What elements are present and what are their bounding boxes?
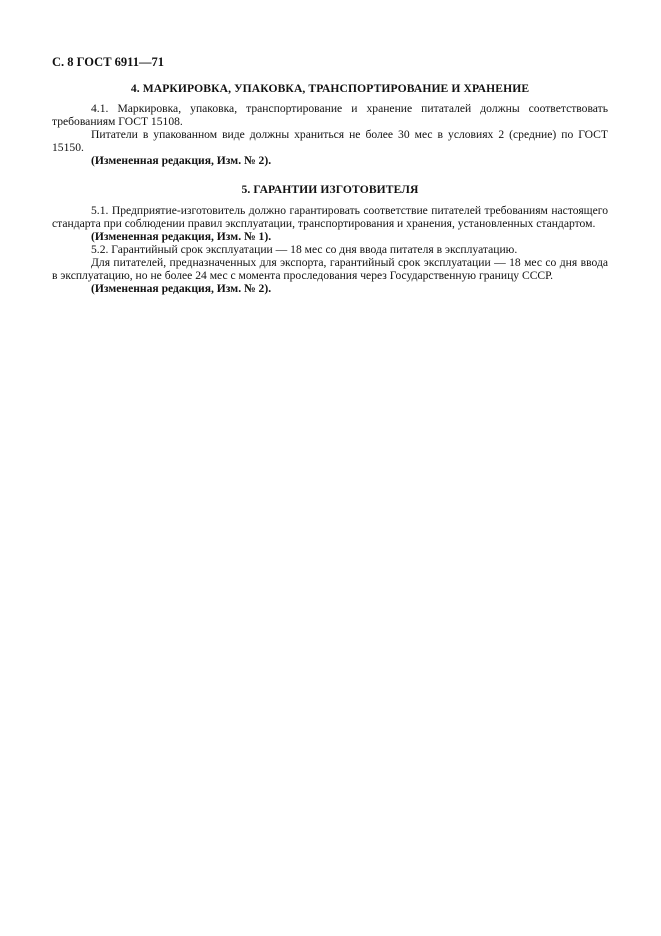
page-header: С. 8 ГОСТ 6911—71 [52, 55, 164, 69]
paragraph-5-export: Для питателей, предназначенных для экспорта, гарантийный срок эксплуатации — 18 мес со дня ввода в эксплуатацию, но не более 24 мес с момента проследования через Государственную границу СССР. [52, 256, 608, 282]
paragraph-5-2: 5.2. Гарантийный срок эксплуатации — 18 мес со дня ввода питателя в эксплуатацию. [91, 243, 518, 256]
amendment-note: (Измененная редакция, Изм. № 2). [91, 154, 272, 167]
paragraph-5-1: 5.1. Предприятие-изготовитель должно гарантировать соответствие питателей требованиям настоящего стандарта при соблюдении правил эксплуатации, транспортирования и хранения, установленных стандартом. [52, 204, 608, 230]
amendment-note: (Измененная редакция, Изм. № 1). [91, 230, 272, 243]
document-page [52, 54, 608, 295]
paragraph-4-storage: Питатели в упакованном виде должны храниться не более 30 мес в условиях 2 (средние) по ГОСТ 15150. [52, 128, 608, 154]
section-5 [52, 182, 608, 295]
section-5-title: 5. ГАРАНТИИ ИЗГОТОВИТЕЛЯ [241, 183, 419, 196]
section-4 [52, 81, 608, 167]
amendment-note: (Измененная редакция, Изм. № 2). [91, 282, 272, 295]
paragraph-4-1: 4.1. Маркировка, упаковка, транспортирование и хранение питаталей должны соответствовать требованиям ГОСТ 15108. [52, 102, 608, 128]
section-4-title: 4. МАРКИРОВКА, УПАКОВКА, ТРАНСПОРТИРОВАНИЕ И ХРАНЕНИЕ [130, 82, 530, 95]
